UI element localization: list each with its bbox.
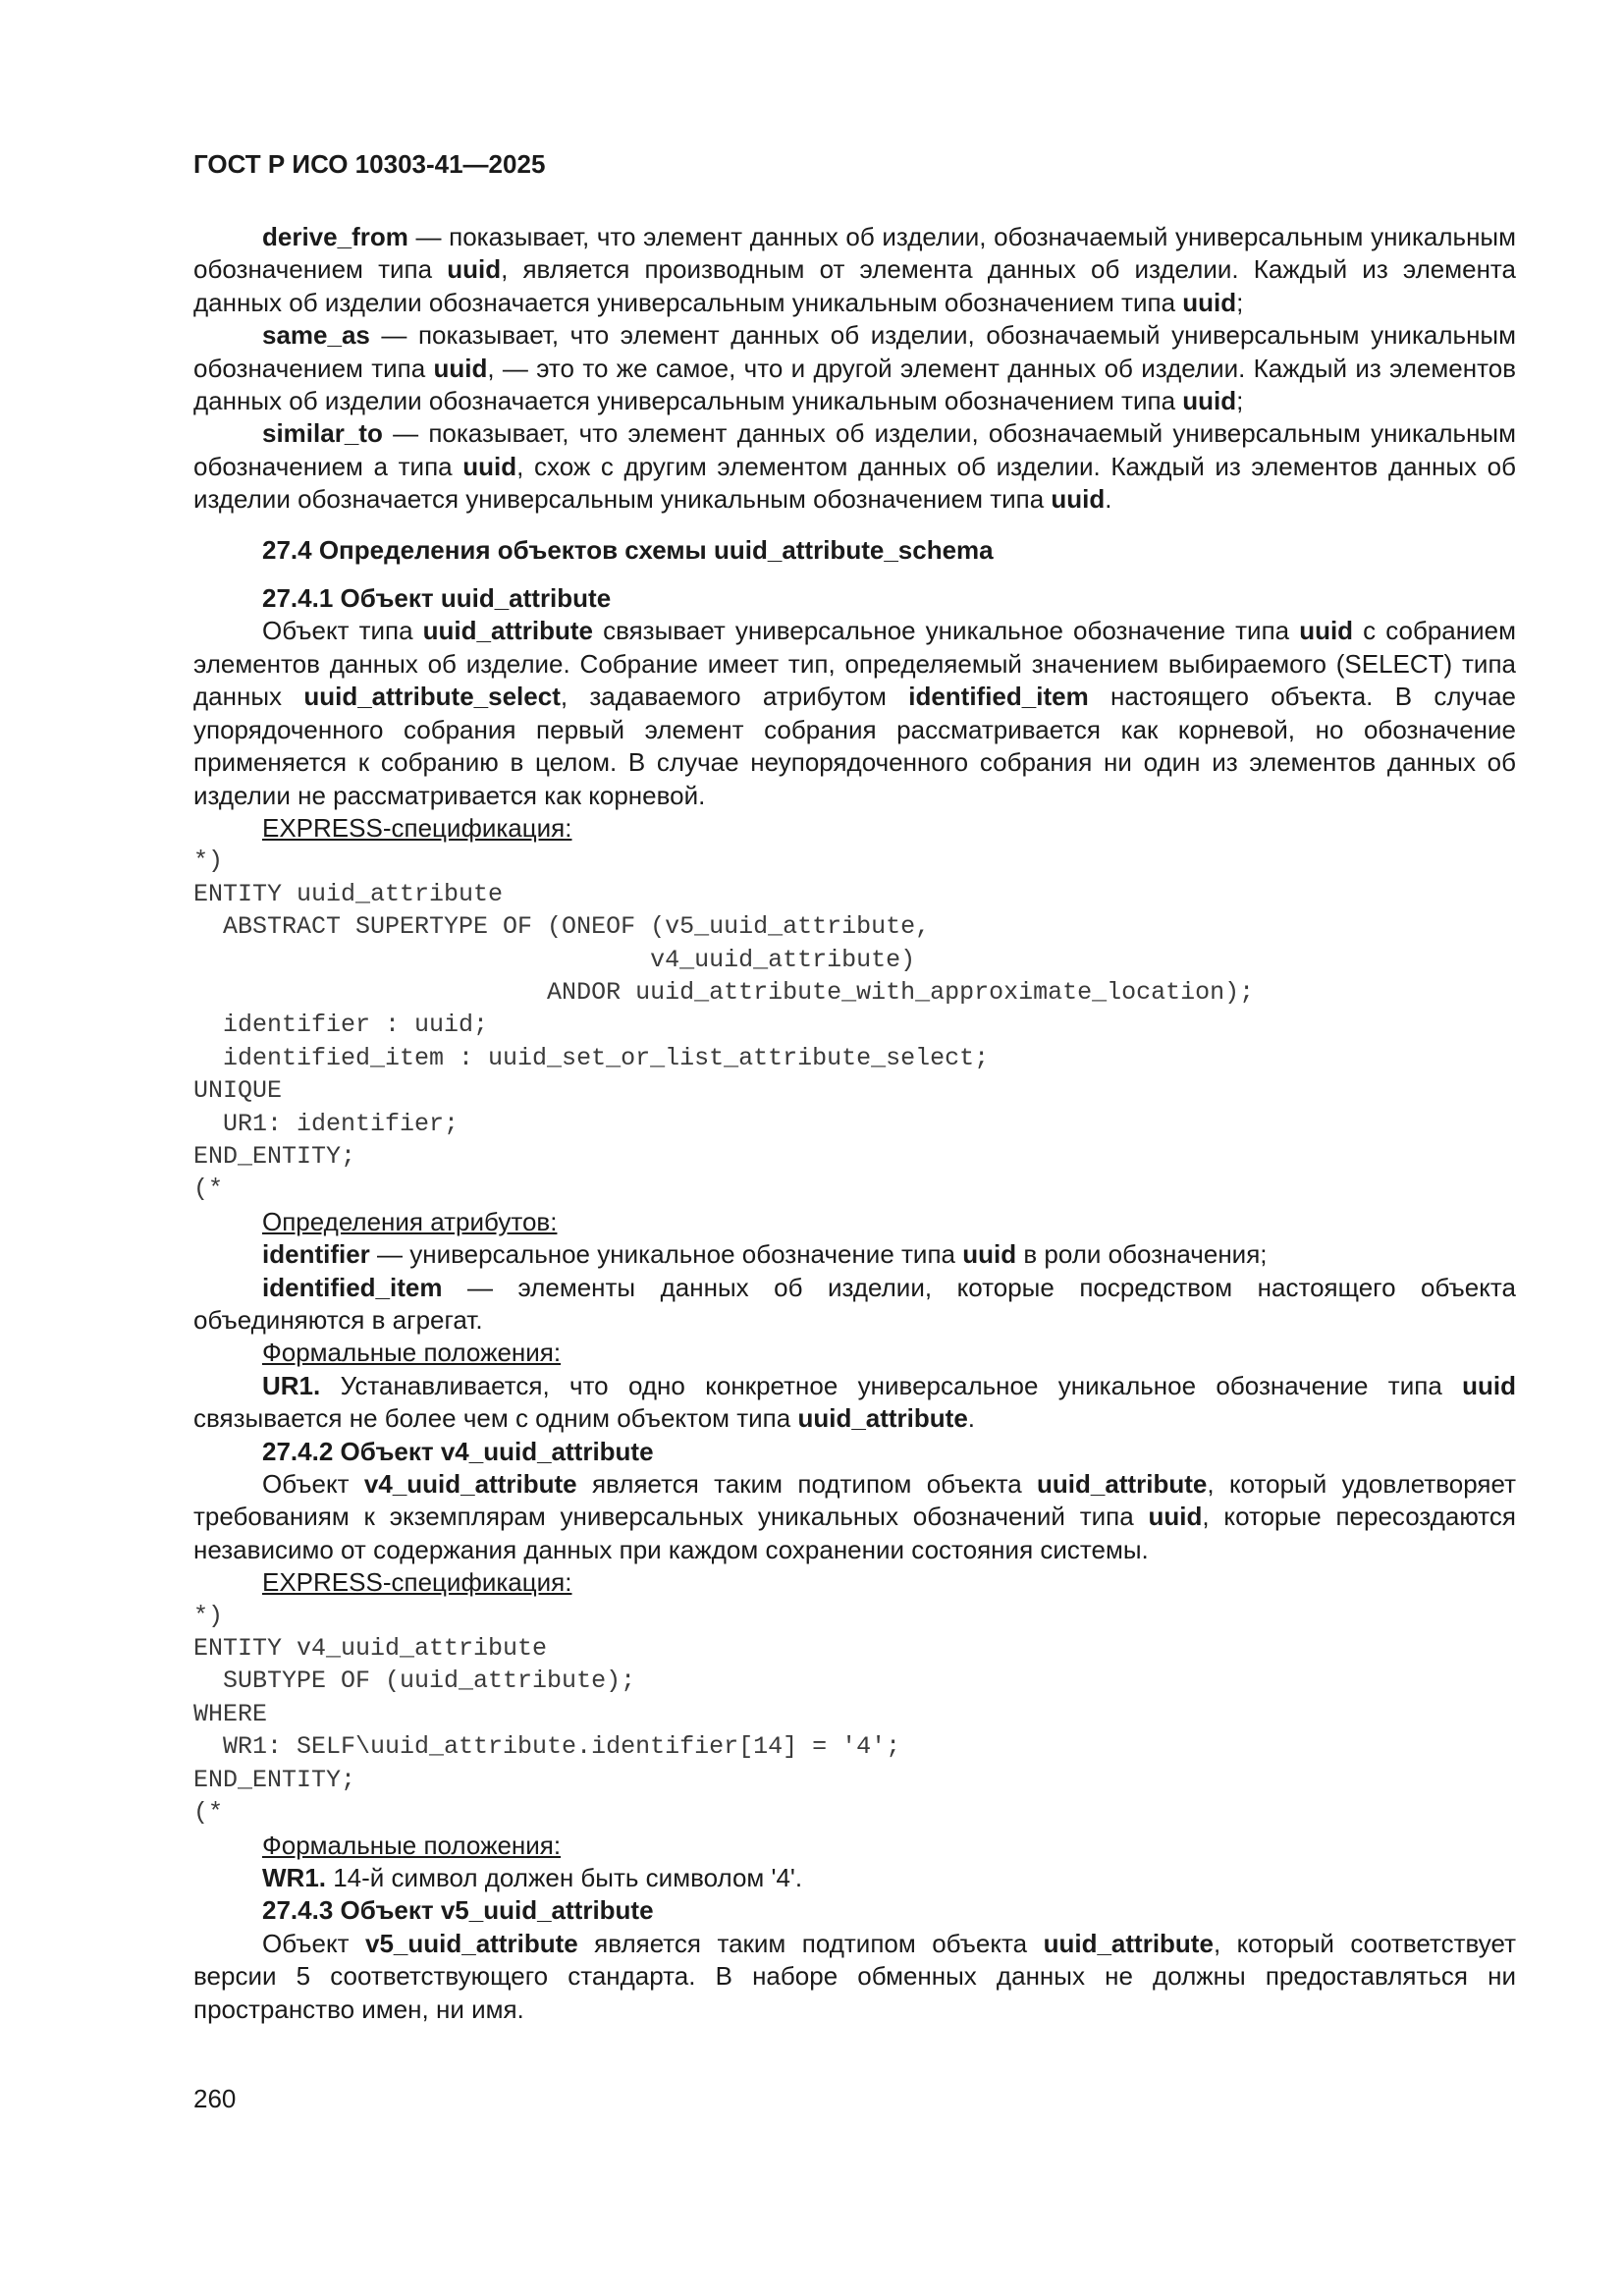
definition-derive-from: derive_from — показывает, что элемент данных об изделии, обозначаемый универсальным уникальным обозначением типа uuid, является производным от элемента данных об изделии. Каждый из элемента данных об изделии обозначается универсальным уникальным обозначением типа uuid; xyxy=(193,222,1517,317)
formal-propositions-label: Формальные положения: xyxy=(262,1338,562,1368)
document-header: ГОСТ Р ИСО 10303-41—2025 xyxy=(193,149,546,179)
uuid-attribute-description: Объект типа uuid_attribute связывает универсальное уникальное обозначение типа uuid с собранием элементов данных об изделие. Собрание имеет тип, определяемый значением выбираемого (SELECT) типа данных uuid_attribute_select, задаваемого атрибутом identified_item настоящего объекта. В случае упорядоченного собрания первый элемент собрания рассматривается как корневой, но обозначение применяется к собранию в целом. В случае неупорядоченного собрания ни один из элементов данных об изделии не рассматривается как корневой. xyxy=(193,616,1516,810)
page-content xyxy=(193,221,1516,2026)
express-spec-label-2: EXPRESS-спецификация: xyxy=(262,1567,572,1598)
definition-similar-to: similar_to — показывает, что элемент данных об изделии, обозначаемый универсальным уникальным обозначением а типа uuid, схож с другим элементом данных об изделии. Каждый из элементов данных об изделии обозначается универсальным уникальным обозначением типа uuid. xyxy=(193,418,1516,515)
definition-same-as: same_as — показывает, что элемент данных об изделии, обозначаемый универсальным уникальным обозначением типа uuid, — это то же самое, что и другой элемент данных об изделии. Каждый из элементов данных об изделии обозначается универсальным уникальным обозначением типа uuid; xyxy=(193,320,1517,416)
express-spec-label: EXPRESS-спецификация: xyxy=(262,812,572,843)
attribute-identified-item: identified_item — элементы данных об изделии, которые посредством настоящего объекта объединяются в агрегат. xyxy=(193,1272,1516,1335)
rule-ur1: UR1. Устанавливается, что одно конкретное универсальное уникальное обозначение типа uuid связывается не более чем с одним объектом типа uuid_attribute. xyxy=(193,1370,1516,1434)
v4-uuid-attribute-description: Объект v4_uuid_attribute является таким подтипом объекта uuid_attribute, который удовлетворяет требованиям к экземплярам универсальных уникальных обозначений типа uuid, которые пересоздаются независимо от содержания данных при каждом сохранении состояния системы. xyxy=(193,1469,1517,1564)
express-code-uuid-attribute: *) ENTITY uuid_attribute ABSTRACT SUPERTYPE OF (ONEOF (v5_uuid_attribute, v4_uuid_attribute) ANDOR uuid_attribute_with_approximate_location); identifier : uuid; identified_item : uuid_set_or_list_attribute_select; UNIQUE UR1: identifier; END_ENTITY; (* xyxy=(193,847,1255,1204)
express-code-v4-uuid-attribute: *) ENTITY v4_uuid_attribute SUBTYPE OF (uuid_attribute); WHERE WR1: SELF\uuid_attribute.identifier[14] = '4'; END_ENTITY; (* xyxy=(193,1601,901,1828)
rule-wr1: WR1. 14-й символ должен быть символом '4'. xyxy=(262,1862,803,1892)
section-heading-27-4-2: 27.4.2 Объект v4_uuid_attribute xyxy=(262,1436,654,1466)
section-heading-27-4-1: 27.4.1 Объект uuid_attribute xyxy=(262,583,612,614)
attribute-identifier: identifier — универсальное уникальное обозначение типа uuid в роли обозначения; xyxy=(262,1239,1268,1270)
section-heading-27-4-3: 27.4.3 Объект v5_uuid_attribute xyxy=(262,1895,654,1926)
section-heading-27-4: 27.4 Определения объектов схемы uuid_attribute_schema xyxy=(262,534,994,565)
v5-uuid-attribute-description: Объект v5_uuid_attribute является таким подтипом объекта uuid_attribute, который соответствует версии 5 соответствующего стандарта. В наборе обменных данных не должны предоставляться ни пространство имен, ни имя. xyxy=(193,1928,1517,2024)
page-number: 260 xyxy=(193,2084,237,2113)
attribute-definitions-label: Определения атрибутов: xyxy=(262,1206,558,1236)
formal-propositions-label-2: Формальные положения: xyxy=(262,1830,562,1860)
